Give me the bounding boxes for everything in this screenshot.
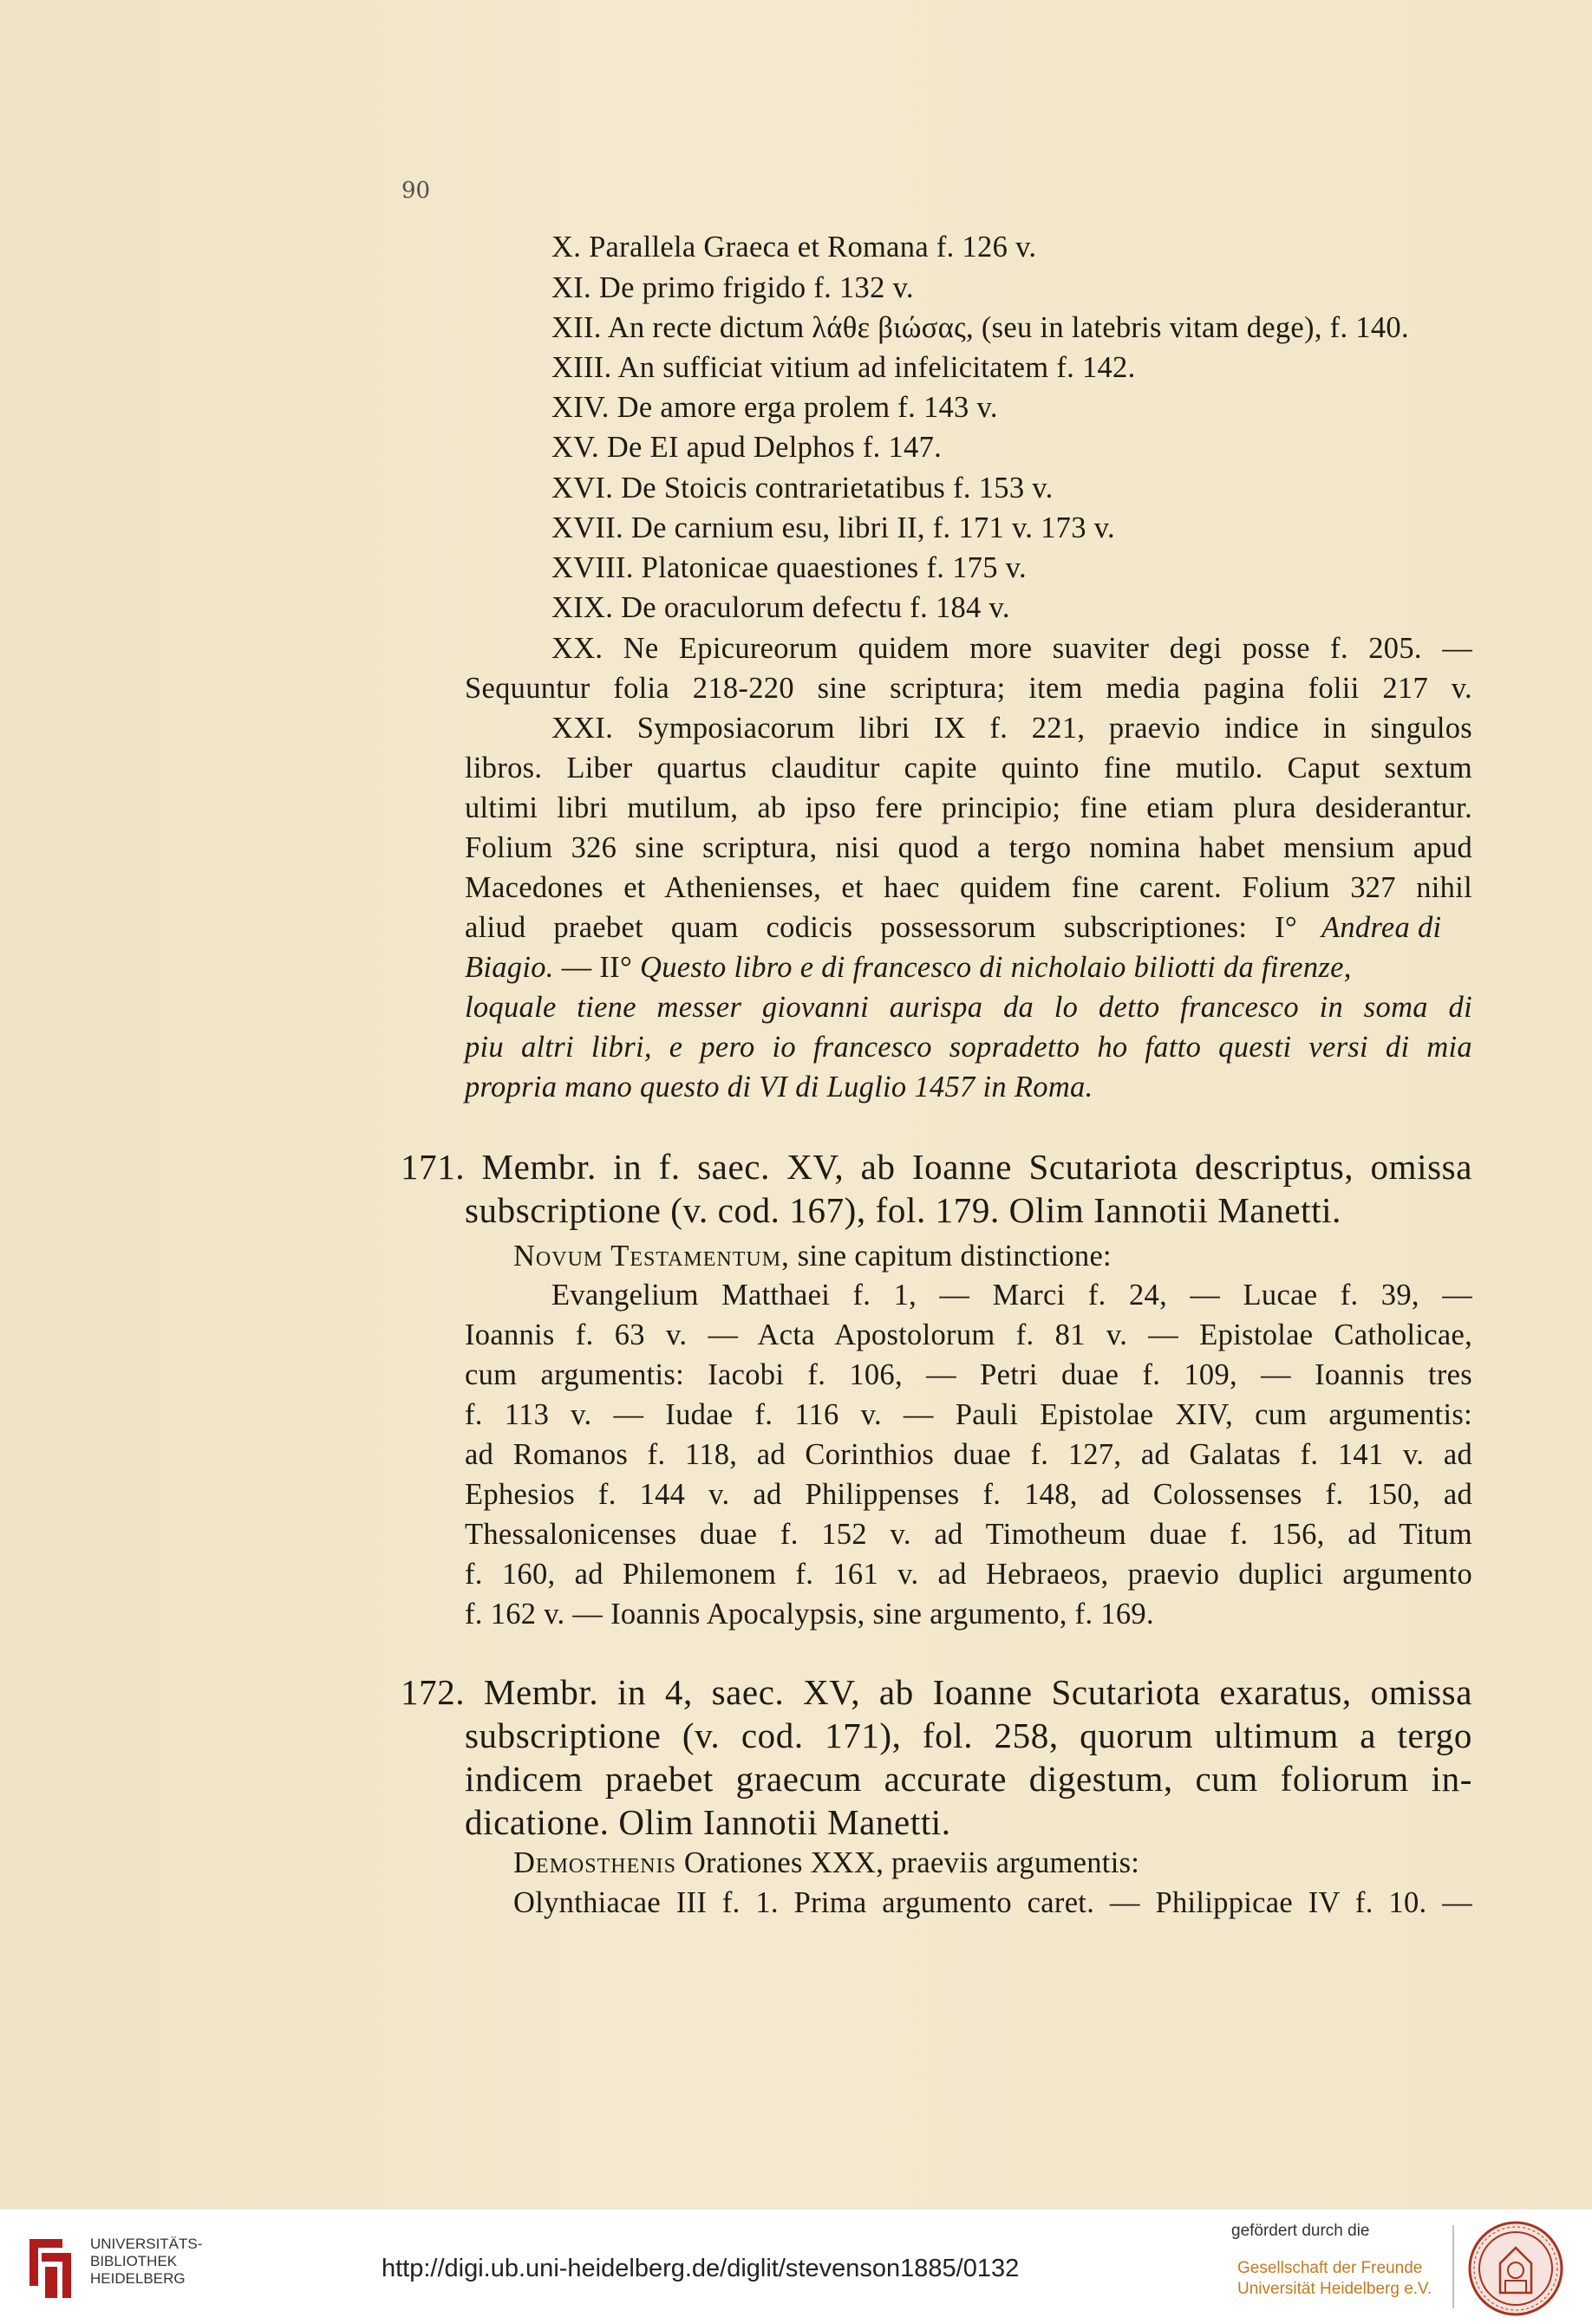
text-line: cum argumentis: Iacobi f. 106, — Petri duae f. 109, — Ioannis tres [465, 1358, 1472, 1391]
library-name-line: UNIVERSITÄTS- [90, 2236, 203, 2252]
society-name [1237, 2258, 1432, 2300]
text-line: f. 160, ad Philemonem f. 161 v. ad Hebraeos, praevio duplici argumento [465, 1558, 1472, 1591]
text-line: Olynthiacae III f. 1. Prima argumento caret. — Philippicae IV f. 10. — [513, 1886, 1472, 1919]
text-line-italic: Andrea di [1321, 911, 1442, 944]
text-run: — II° [553, 951, 640, 984]
text-run: Orationes XXX, praeviis argumentis: [675, 1846, 1140, 1879]
text-line: XVI. De Stoicis contrarietatibus f. 153 v. [551, 472, 1054, 505]
ub-logo-icon [24, 2229, 82, 2305]
text-line: Thessalonicenses duae f. 152 v. ad Timotheum duae f. 156, ad Titum [465, 1518, 1472, 1551]
small-caps-run: Demosthenis [513, 1846, 676, 1879]
text-line: XII. An recte dictum λάθε βιώσας, (seu in latebris vitam dege), f. 140. [551, 311, 1409, 344]
society-name-line: Gesellschaft der Freunde [1237, 2259, 1423, 2277]
text-line-italic: piu altri libri, e pero io francesco sopradetto ho fatto questi versi di mia [465, 1031, 1472, 1064]
text-line: XVIII. Platonicae quaestiones f. 175 v. [551, 551, 1027, 584]
text-line [513, 1241, 1112, 1272]
text-line: aliud praebet quam codicis possessorum subscriptiones: I° [465, 911, 1297, 944]
library-name-line: HEIDELBERG [90, 2270, 186, 2287]
text-line: XIII. An sufficiat vitium ad infelicitatem f. 142. [551, 351, 1136, 384]
entry-heading-172: subscriptione (v. cod. 171), fol. 258, quorum ultimum a tergo [465, 1715, 1472, 1755]
permalink-url[interactable]: http://digi.ub.uni-heidelberg.de/diglit/stevenson1885/0132 [382, 2255, 1020, 2282]
text-line-italic: loquale tiene messer giovanni aurispa da lo detto francesco in soma di [465, 991, 1472, 1024]
entry-heading-171: subscriptione (v. cod. 167), fol. 179. Olim Iannotii Manetti. [465, 1190, 1341, 1230]
university-seal-icon [1467, 2220, 1564, 2317]
text-line [513, 1848, 1139, 1878]
text-line: f. 162 v. — Ioannis Apocalypsis, sine argumento, f. 169. [465, 1598, 1154, 1631]
text-line-italic [465, 953, 1352, 983]
society-name-line: Universität Heidelberg e.V. [1237, 2280, 1432, 2298]
library-name-line: BIBLIOTHEK [90, 2253, 178, 2269]
text-line: Ioannis f. 63 v. — Acta Apostolorum f. 81 v. — Epistolae Catholicae, [465, 1318, 1472, 1351]
text-run: sine capitum distinctione: [789, 1240, 1112, 1273]
text-line: XXI. Symposiacorum libri IX f. 221, praevio indice in singulos [551, 712, 1472, 745]
small-caps-run: Novum Testamentum, [513, 1240, 790, 1273]
text-line: XIX. De oraculorum defectu f. 184 v. [551, 591, 1010, 624]
entry-heading-172: dicatione. Olim Iannotii Manetti. [465, 1802, 951, 1842]
text-line: XVII. De carnium esu, libri II, f. 171 v. 173 v. [551, 511, 1115, 544]
entry-heading-172: indicem praebet graecum accurate digestum, cum foliorum in- [465, 1759, 1472, 1799]
italic-run: Biagio. [465, 951, 554, 984]
text-line: XIV. De amore erga prolem f. 143 v. [551, 391, 998, 424]
divider [1452, 2225, 1454, 2308]
text-line-italic: propria mano questo di VI di Luglio 1457 in Roma. [465, 1071, 1093, 1103]
text-line: ad Romanos f. 118, ad Corinthios duae f. 127, ad Galatas f. 141 v. ad [465, 1438, 1472, 1471]
entry-heading-171: 171. Membr. in f. saec. XV, ab Ioanne Scutariota descriptus, omissa [401, 1147, 1472, 1187]
page-number: 90 [401, 178, 431, 204]
text-line: XX. Ne Epicureorum quidem more suaviter degi posse f. 205. — [551, 632, 1472, 665]
text-line: Ephesios f. 144 v. ad Philippenses f. 148, ad Colossenses f. 150, ad [465, 1478, 1472, 1511]
text-line: Sequuntur folia 218-220 sine scriptura; item media pagina folii 217 v. [465, 672, 1472, 705]
text-line: XV. De EI apud Delphos f. 147. [551, 431, 943, 464]
footer-bar [0, 2209, 1592, 2324]
italic-run: Questo libro e di francesco di nicholaio biliotti da firenze, [639, 951, 1352, 984]
entry-heading-172: 172. Membr. in 4, saec. XV, ab Ioanne Scutariota exaratus, omissa [401, 1672, 1472, 1712]
text-line: XI. De primo frigido f. 132 v. [551, 271, 914, 304]
text-line: X. Parallela Graeca et Romana f. 126 v. [551, 231, 1037, 264]
text-line: f. 113 v. — Iudae f. 116 v. — Pauli Epistolae XIV, cum argumentis: [465, 1398, 1472, 1431]
text-line: ultimi libri mutilum, ab ipso fere principio; fine etiam plura desiderantur. [465, 791, 1472, 824]
library-name [90, 2236, 202, 2288]
funded-by-label: gefördert durch die [1231, 2222, 1370, 2240]
text-line: Folium 326 sine scriptura, nisi quod a tergo nomina habet mensium apud [465, 831, 1472, 864]
text-line: libros. Liber quartus clauditur capite quinto fine mutilo. Caput sextum [465, 752, 1472, 784]
text-line: Evangelium Matthaei f. 1, — Marci f. 24, — Lucae f. 39, — [551, 1279, 1472, 1312]
text-line: Macedones et Athenienses, et haec quidem fine carent. Folium 327 nihil [465, 871, 1472, 904]
